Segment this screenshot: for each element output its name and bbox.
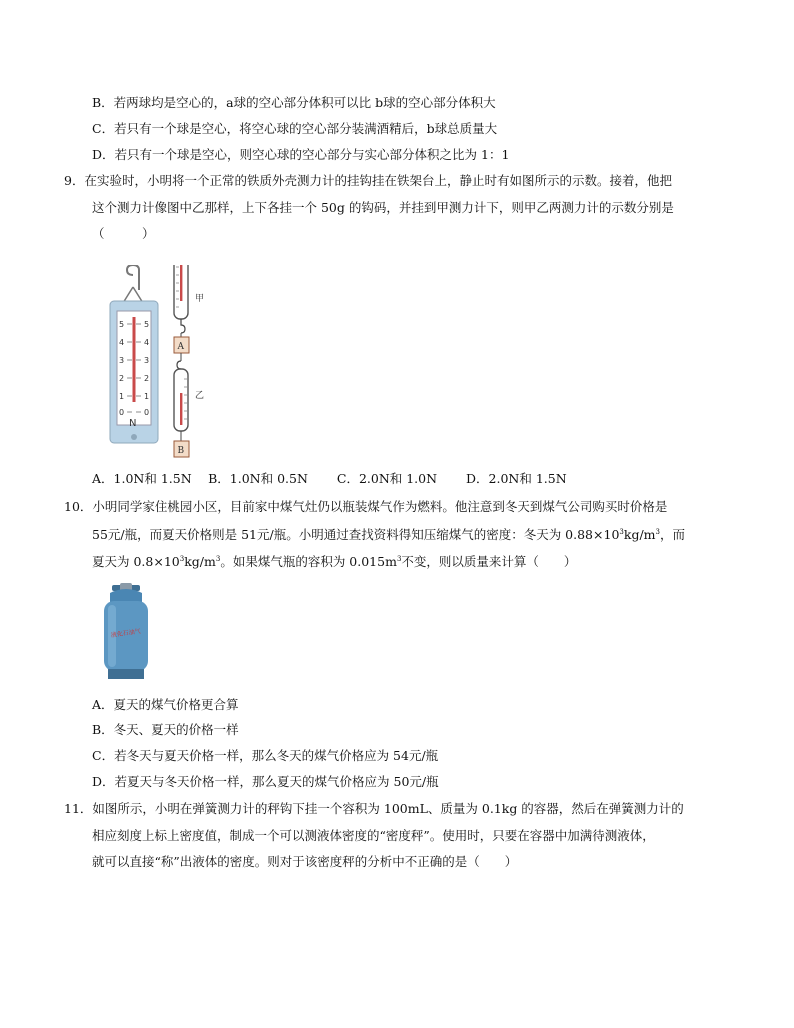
q10-option-a: A．夏天的煤气价格更合算 <box>92 697 239 712</box>
q9-stem-line-1: 9．在实验时，小明将一个正常的铁质外壳测力计的挂钩挂在铁架台上，静止时有如图所示的示数。接着，他把 <box>64 173 672 188</box>
scale-left-3: 3 <box>119 356 125 365</box>
q11-stem-line-1: 11．如图所示，小明在弹簧测力计的秤钩下挂一个容积为 100mL、质量为 0.1kg 的容器，然后在弹簧测力计的 <box>64 801 684 816</box>
q8-option-d: D．若只有一个球是空心，则空心球的空心部分与实心部分体积之比为 1：1 <box>92 147 510 162</box>
q10-option-d: D．若夏天与冬天价格一样，那么夏天的煤气价格应为 50元/瓶 <box>92 774 439 789</box>
scale-left-2: 2 <box>119 374 125 383</box>
q10-option-c: C．若冬天与夏天价格一样，那么冬天的煤气价格应为 54元/瓶 <box>92 748 439 763</box>
scale-right-5: 5 <box>144 320 150 329</box>
q8-option-c: C．若只有一个球是空心，将空心球的空心部分装满酒精后，b球总质量大 <box>92 121 498 136</box>
q10-option-b: B．冬天、夏天的价格一样 <box>92 722 239 737</box>
scale-right-3: 3 <box>144 356 150 365</box>
q11-stem-line-2: 相应刻度上标上密度值，制成一个可以测液体密度的“密度秤”。使用时，只要在容器中加满待测液体， <box>92 828 655 843</box>
q9-options: A．1.0N和 1.5N B．1.0N和 0.5N C．2.0N和 1.0N D．2.0N和 1.5N <box>92 471 567 486</box>
label-yi: 乙 <box>195 391 205 401</box>
q8-option-b: B．若两球均是空心的，a球的空心部分体积可以比 b球的空心部分体积大 <box>92 95 496 110</box>
block-a-label: A <box>177 342 184 352</box>
scale-left-5: 5 <box>119 320 125 329</box>
scale-right-1: 1 <box>144 392 150 401</box>
scale-left-4: 4 <box>119 338 125 347</box>
scale-right-0: 0 <box>144 408 150 417</box>
scale-left-1: 1 <box>119 392 125 401</box>
label-jia: 甲 <box>195 294 205 304</box>
scale-left-0: 0 <box>119 408 125 417</box>
q10-stem-line-3: 夏天为 $0.8\times 10^3kg/m^3$。如果煤气瓶的容积为 $0.015m^3$不变，则以质量来计算（ ） <box>92 554 577 569</box>
q10-stem-line-2: 55元/瓶，而夏天价格则是 51元/瓶。小明通过查找资料得知压缩煤气的密度：冬天为 $0.88\times 10^3kg/m^3$，而 <box>92 527 685 542</box>
scale-unit: N <box>129 418 137 429</box>
q9-stem-line-3: （ ） <box>92 226 155 241</box>
large-spring-scale <box>110 265 158 443</box>
scale-jia <box>174 265 188 333</box>
scale-right-2: 2 <box>144 374 150 383</box>
scale-yi <box>174 361 188 441</box>
gas-cylinder-image <box>96 583 156 683</box>
scale-right-4: 4 <box>144 338 150 347</box>
cylinder-label: 液化石油气 <box>110 627 142 640</box>
q9-stem-line-2: 这个测力计像图中乙那样，上下各挂一个 50g 的钩码，并挂到甲测力计下，则甲乙两测力计的示数分别是 <box>92 200 674 215</box>
block-b-label: B <box>177 446 185 456</box>
q11-stem-line-3: 就可以直接“称”出液体的密度。则对于该密度秤的分析中不正确的是（ ） <box>92 854 518 869</box>
spring-scale-figure <box>105 265 225 465</box>
q10-stem-line-1: 10．小明同学家住桃园小区，目前家中煤气灶仍以瓶装煤气作为燃料。他注意到冬天到煤气公司购买时价格是 <box>64 499 668 514</box>
